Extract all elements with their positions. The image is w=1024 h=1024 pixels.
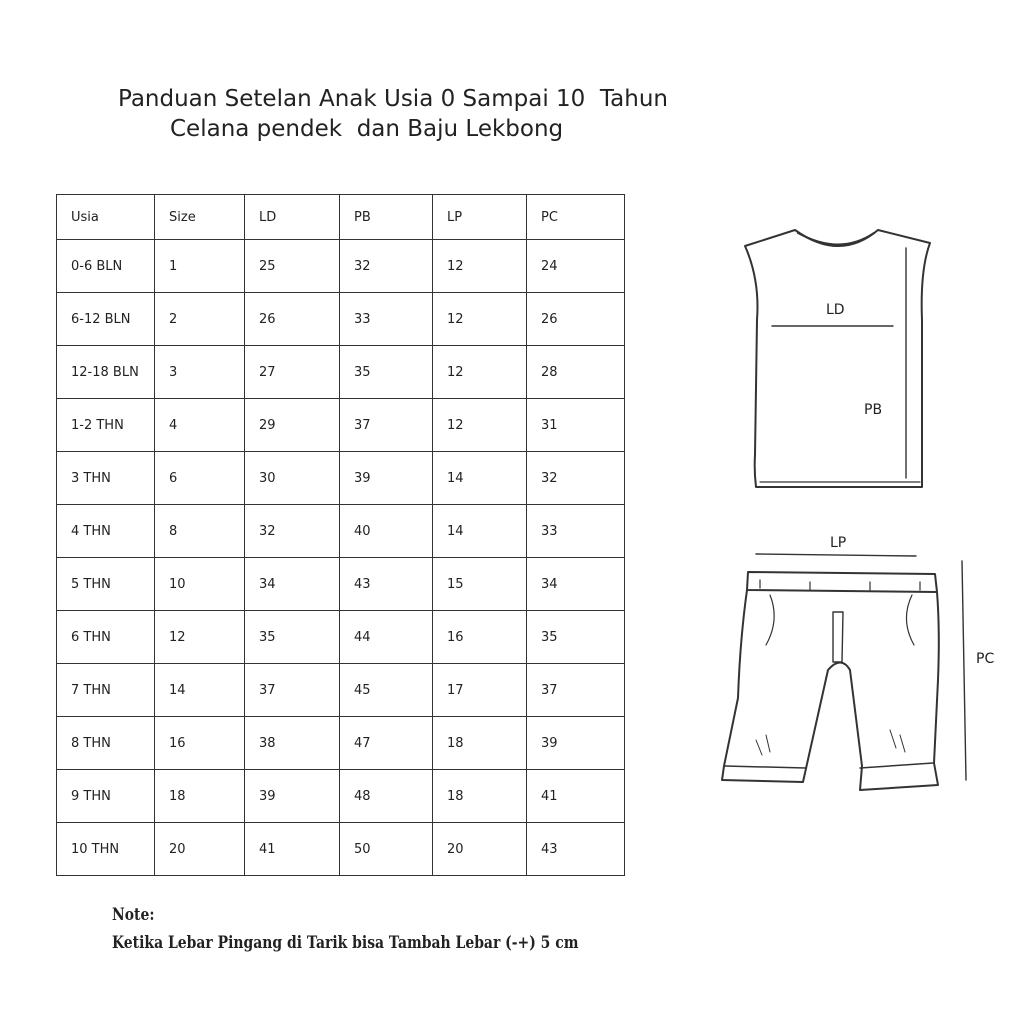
cell-pb: 47 bbox=[340, 717, 433, 770]
table-row bbox=[57, 611, 625, 664]
cell-ld: 25 bbox=[245, 240, 340, 293]
cell-usia: 8 THN bbox=[57, 717, 155, 770]
cell-lp: 18 bbox=[433, 717, 527, 770]
cell-ld: 41 bbox=[245, 823, 340, 876]
cell-pb: 44 bbox=[340, 611, 433, 664]
header-lp: LP bbox=[433, 195, 527, 240]
cell-lp: 12 bbox=[433, 346, 527, 399]
cell-lp: 12 bbox=[433, 399, 527, 452]
label-pc: PC bbox=[976, 651, 995, 667]
cell-usia: 10 THN bbox=[57, 823, 155, 876]
cell-usia: 0-6 BLN bbox=[57, 240, 155, 293]
cell-pb: 40 bbox=[340, 505, 433, 558]
cell-lp: 20 bbox=[433, 823, 527, 876]
cell-size: 20 bbox=[155, 823, 245, 876]
header-size: Size bbox=[155, 195, 245, 240]
cell-pc: 32 bbox=[527, 452, 625, 505]
size-chart-table bbox=[56, 194, 625, 876]
table-row bbox=[57, 717, 625, 770]
cell-usia: 5 THN bbox=[57, 558, 155, 611]
cell-pb: 45 bbox=[340, 664, 433, 717]
cell-pb: 43 bbox=[340, 558, 433, 611]
table-row bbox=[57, 770, 625, 823]
note-block bbox=[112, 905, 681, 953]
page-title: Panduan Setelan Anak Usia 0 Sampai 10 Tahun bbox=[118, 86, 669, 112]
cell-size: 12 bbox=[155, 611, 245, 664]
cell-ld: 32 bbox=[245, 505, 340, 558]
cell-pc: 28 bbox=[527, 346, 625, 399]
cell-pc: 37 bbox=[527, 664, 625, 717]
garment-diagrams bbox=[700, 200, 1020, 820]
label-ld: LD bbox=[826, 302, 845, 318]
label-lp: LP bbox=[830, 535, 847, 551]
shirt-illustration bbox=[700, 200, 1020, 820]
table-row bbox=[57, 664, 625, 717]
cell-size: 14 bbox=[155, 664, 245, 717]
cell-pc: 31 bbox=[527, 399, 625, 452]
header-pc: PC bbox=[527, 195, 625, 240]
cell-pb: 50 bbox=[340, 823, 433, 876]
table-row bbox=[57, 240, 625, 293]
cell-lp: 17 bbox=[433, 664, 527, 717]
cell-size: 10 bbox=[155, 558, 245, 611]
table-body bbox=[57, 240, 625, 876]
table-row bbox=[57, 399, 625, 452]
cell-usia: 9 THN bbox=[57, 770, 155, 823]
cell-lp: 14 bbox=[433, 452, 527, 505]
cell-pb: 32 bbox=[340, 240, 433, 293]
cell-size: 2 bbox=[155, 293, 245, 346]
cell-usia: 3 THN bbox=[57, 452, 155, 505]
cell-size: 16 bbox=[155, 717, 245, 770]
cell-size: 6 bbox=[155, 452, 245, 505]
cell-size: 8 bbox=[155, 505, 245, 558]
cell-size: 4 bbox=[155, 399, 245, 452]
cell-pc: 26 bbox=[527, 293, 625, 346]
cell-ld: 39 bbox=[245, 770, 340, 823]
cell-ld: 38 bbox=[245, 717, 340, 770]
cell-pc: 24 bbox=[527, 240, 625, 293]
cell-lp: 12 bbox=[433, 293, 527, 346]
header-usia: Usia bbox=[57, 195, 155, 240]
cell-lp: 15 bbox=[433, 558, 527, 611]
table-header-row bbox=[57, 195, 625, 240]
cell-lp: 12 bbox=[433, 240, 527, 293]
cell-pc: 34 bbox=[527, 558, 625, 611]
header-ld: LD bbox=[245, 195, 340, 240]
cell-size: 1 bbox=[155, 240, 245, 293]
header-pb: PB bbox=[340, 195, 433, 240]
cell-usia: 1-2 THN bbox=[57, 399, 155, 452]
table-row bbox=[57, 558, 625, 611]
cell-ld: 26 bbox=[245, 293, 340, 346]
page-subtitle: Celana pendek dan Baju Lekbong bbox=[170, 116, 564, 142]
table-row bbox=[57, 452, 625, 505]
cell-usia: 7 THN bbox=[57, 664, 155, 717]
cell-usia: 4 THN bbox=[57, 505, 155, 558]
cell-usia: 12-18 BLN bbox=[57, 346, 155, 399]
cell-usia: 6 THN bbox=[57, 611, 155, 664]
cell-size: 18 bbox=[155, 770, 245, 823]
cell-pc: 39 bbox=[527, 717, 625, 770]
cell-lp: 14 bbox=[433, 505, 527, 558]
label-pb: PB bbox=[864, 402, 883, 418]
table-row bbox=[57, 505, 625, 558]
note-title: Note: bbox=[112, 905, 155, 925]
cell-pc: 35 bbox=[527, 611, 625, 664]
cell-pb: 48 bbox=[340, 770, 433, 823]
cell-pc: 43 bbox=[527, 823, 625, 876]
cell-size: 3 bbox=[155, 346, 245, 399]
cell-ld: 29 bbox=[245, 399, 340, 452]
note-text: Ketika Lebar Pingang di Tarik bisa Tambah Lebar (-+) 5 cm bbox=[112, 933, 579, 953]
cell-pc: 33 bbox=[527, 505, 625, 558]
cell-lp: 16 bbox=[433, 611, 527, 664]
cell-lp: 18 bbox=[433, 770, 527, 823]
cell-ld: 37 bbox=[245, 664, 340, 717]
table-row bbox=[57, 346, 625, 399]
table-row bbox=[57, 293, 625, 346]
cell-ld: 27 bbox=[245, 346, 340, 399]
table-row bbox=[57, 823, 625, 876]
cell-pb: 39 bbox=[340, 452, 433, 505]
cell-pb: 37 bbox=[340, 399, 433, 452]
cell-ld: 35 bbox=[245, 611, 340, 664]
cell-pc: 41 bbox=[527, 770, 625, 823]
cell-pb: 35 bbox=[340, 346, 433, 399]
cell-ld: 34 bbox=[245, 558, 340, 611]
cell-ld: 30 bbox=[245, 452, 340, 505]
cell-pb: 33 bbox=[340, 293, 433, 346]
cell-usia: 6-12 BLN bbox=[57, 293, 155, 346]
